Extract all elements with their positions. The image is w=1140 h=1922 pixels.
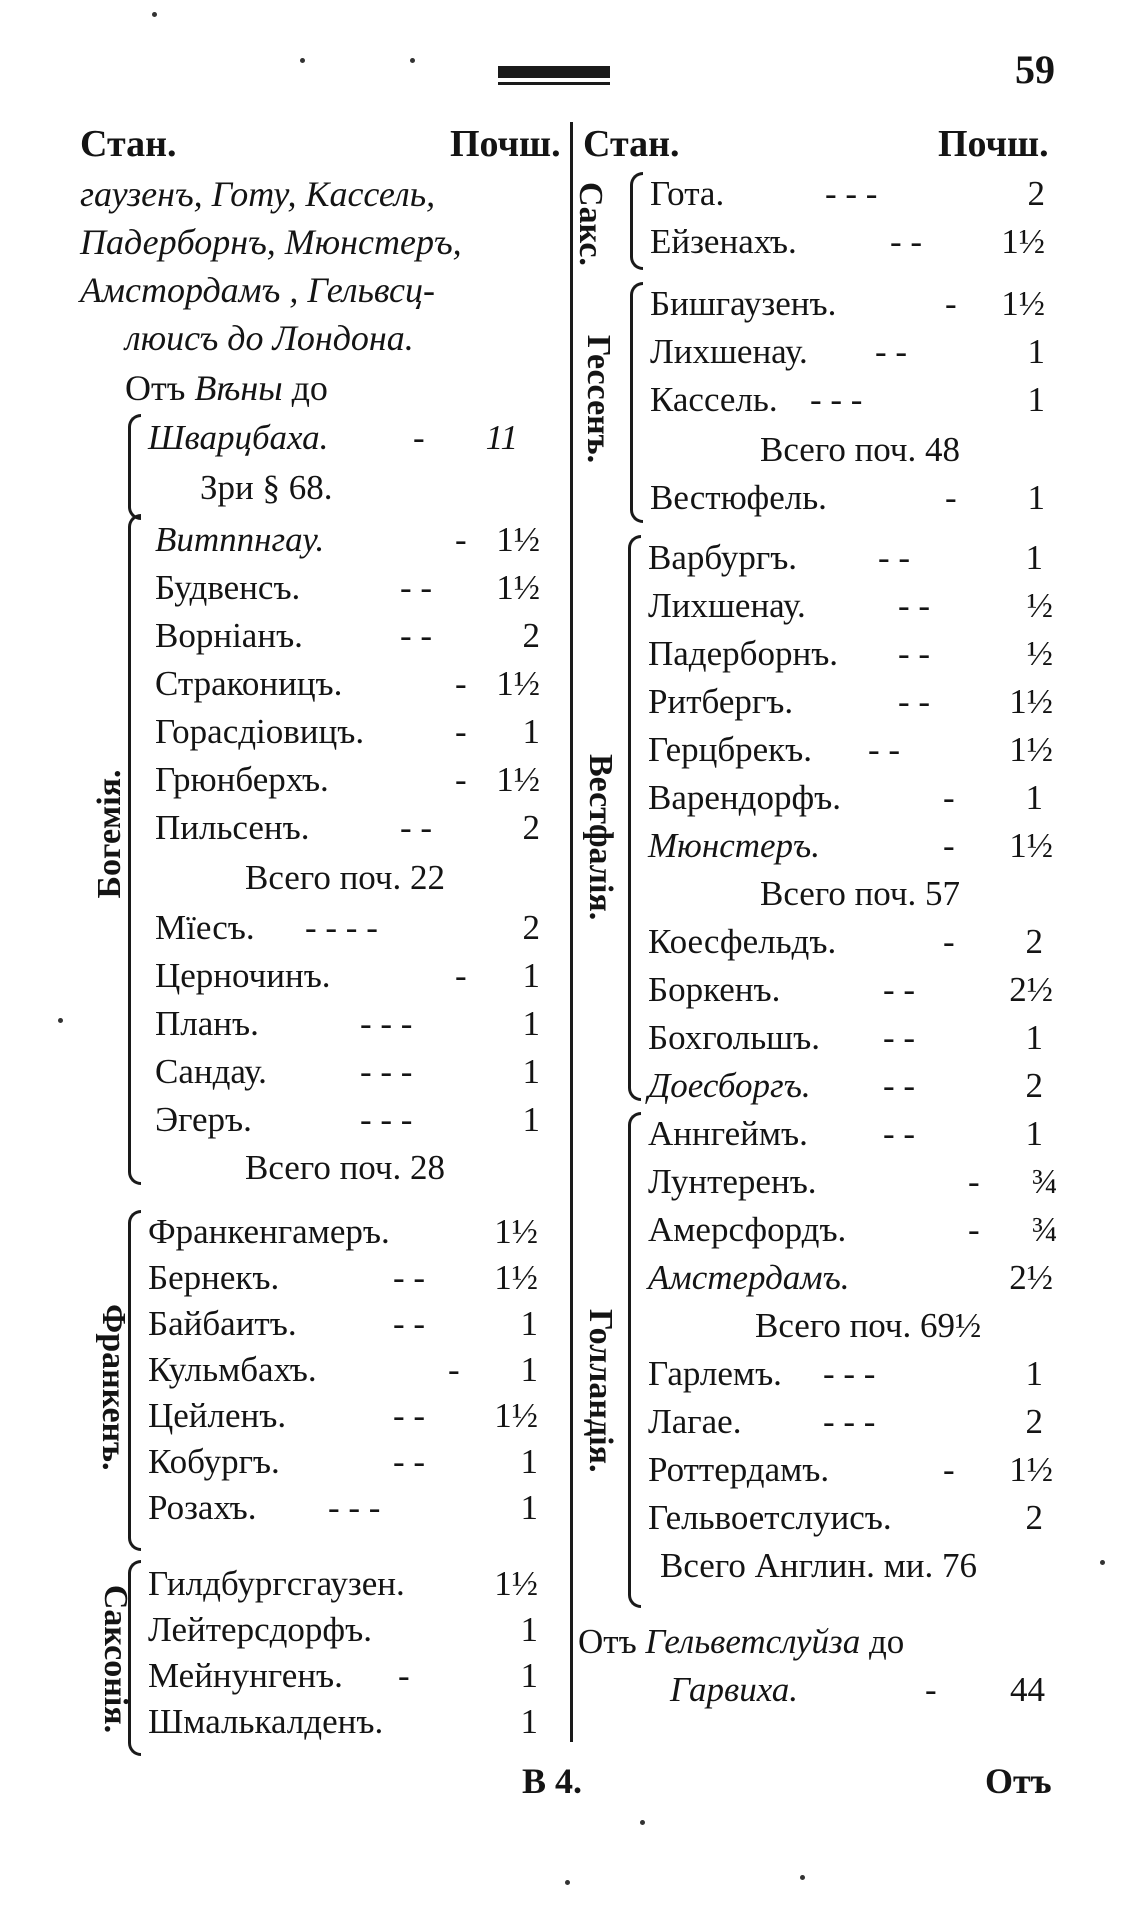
station-row — [650, 282, 1080, 326]
station-row — [648, 920, 1078, 964]
station-dots: - - — [878, 538, 911, 577]
station-dots: - - — [393, 1442, 426, 1481]
station-row — [650, 220, 1080, 264]
region-label-saxony: Саксонія. — [97, 1584, 134, 1734]
bracket-first — [128, 414, 141, 520]
station-posts: ¾ — [1031, 1210, 1058, 1249]
station-posts: 1 — [522, 1004, 540, 1043]
column-divider — [570, 122, 573, 1742]
station-name: Будвенсъ. — [155, 568, 301, 607]
scan-speck — [410, 58, 415, 63]
station-name: Доесборгъ. — [648, 1066, 811, 1105]
station-posts: 1½ — [496, 760, 540, 799]
station-name: Байбаитъ. — [148, 1304, 297, 1343]
station-row — [148, 1608, 553, 1652]
intro-line-2: Падерборнъ, Мюнстеръ, — [80, 222, 462, 262]
station-row — [155, 566, 545, 610]
station-row — [148, 1700, 553, 1744]
station-posts: 1½ — [496, 568, 540, 607]
station-row — [148, 1562, 553, 1606]
station-name: Бишгаузенъ. — [650, 284, 837, 323]
subtotal: Всего поч. 28 — [245, 1148, 446, 1187]
station-posts: 2½ — [1009, 970, 1053, 1009]
station-posts: 1½ — [1001, 284, 1045, 323]
station-posts: 1½ — [494, 1258, 538, 1297]
bracket-westphalia — [628, 535, 641, 1101]
station-row — [648, 1064, 1078, 1108]
station-dots: - — [943, 1450, 955, 1489]
station-row — [648, 968, 1078, 1012]
station-row — [648, 632, 1078, 676]
intro-from-to: до — [291, 368, 328, 408]
station-dots: - - — [393, 1396, 426, 1435]
station-dots: - — [455, 664, 467, 703]
scan-speck — [58, 1018, 63, 1023]
station-row — [155, 758, 545, 802]
station-posts: ¾ — [1031, 1162, 1058, 1201]
region-label-holland: Голландія. — [582, 1309, 619, 1473]
station-row — [648, 1256, 1078, 1300]
station-dots: - - — [883, 970, 916, 1009]
station-name: Розахъ. — [148, 1488, 257, 1527]
station-dots: - - — [400, 568, 433, 607]
cross-reference: Зри § 68. — [200, 468, 333, 507]
station-name: Роттердамъ. — [648, 1450, 830, 1489]
station-posts: 2 — [1025, 922, 1043, 961]
station-row — [155, 1002, 545, 1046]
station-name: Страконицъ. — [155, 664, 343, 703]
station-dots: - - - — [823, 1354, 876, 1393]
station-name: Кобургъ. — [148, 1442, 280, 1481]
station-name: Мюнстеръ. — [648, 826, 820, 865]
station-name: Лунтеренъ. — [648, 1162, 817, 1201]
station-posts: 2 — [1027, 174, 1045, 213]
station-row — [670, 1668, 1070, 1712]
station-name: Амерсфордъ. — [648, 1210, 847, 1249]
station-posts: 2 — [522, 808, 540, 847]
closing-to: до — [868, 1622, 905, 1661]
station-row — [155, 954, 545, 998]
station-posts: 1 — [1027, 380, 1045, 419]
station-row — [148, 1256, 548, 1300]
station-dots: - — [398, 1656, 410, 1695]
station-name: Лихшенау. — [648, 586, 806, 625]
station-row — [648, 536, 1078, 580]
station-dots: - - - — [825, 174, 878, 213]
intro-from-place: Вѣны — [194, 368, 283, 408]
station-dots: - - - - — [305, 908, 378, 947]
station-name: Пильсенъ. — [155, 808, 310, 847]
station-posts: 2 — [1025, 1498, 1043, 1537]
station-posts: 1 — [1027, 478, 1045, 517]
station-name: Шмалькалденъ. — [148, 1702, 384, 1741]
station-posts: 1½ — [494, 1564, 538, 1603]
subtotal: Всего поч. 69½ — [755, 1306, 982, 1345]
subtotal: Всего поч. 22 — [245, 858, 446, 897]
station-row — [648, 680, 1078, 724]
station-row — [155, 614, 545, 658]
left-header-station: Стан. — [80, 123, 177, 165]
station-posts: 1½ — [1009, 730, 1053, 769]
station-dots: - - - — [360, 1052, 413, 1091]
region-label-bohemia: Богемія. — [91, 769, 128, 899]
region-label-hesse: Гессенъ. — [580, 334, 617, 464]
intro-line-1: гаузенъ, Готу, Кассель, — [80, 174, 436, 214]
intro-line-4: люисъ до Лондона. — [125, 318, 414, 358]
station-posts: 1 — [1025, 1018, 1043, 1057]
station-name: Ейзенахъ. — [650, 222, 797, 261]
station-row — [148, 1654, 553, 1698]
station-posts: 11 — [485, 418, 518, 457]
station-posts: 1½ — [496, 664, 540, 703]
station-dots: - — [455, 712, 467, 751]
station-name: Шварцбаха. — [148, 418, 329, 457]
grand-total: Всего Англин. ми. 76 — [660, 1546, 977, 1585]
station-posts: 1½ — [494, 1396, 538, 1435]
station-name: Герцбрекъ. — [648, 730, 813, 769]
station-row — [648, 824, 1078, 868]
station-posts: 1 — [520, 1702, 538, 1741]
scan-speck — [565, 1880, 570, 1885]
station-name: Кульмбахъ. — [148, 1350, 317, 1389]
left-header-post: Почш. — [450, 123, 561, 165]
station-name: Гилдбургсгаузен. — [148, 1564, 405, 1603]
closing-from-place: Гельветслуйза — [645, 1622, 861, 1661]
station-posts: 2 — [522, 616, 540, 655]
station-name: Сандау. — [155, 1052, 267, 1091]
scan-speck — [800, 1875, 805, 1880]
station-name: Эгеръ. — [155, 1100, 252, 1139]
scan-speck — [1100, 1560, 1105, 1565]
station-name: Варендорфъ. — [648, 778, 841, 817]
station-dots: - - - — [328, 1488, 381, 1527]
station-dots: - — [945, 478, 957, 517]
closing-route-line — [578, 1620, 904, 1664]
station-name: Бернекъ. — [148, 1258, 280, 1297]
bracket-holland — [628, 1112, 641, 1608]
station-posts: 1 — [522, 712, 540, 751]
station-row — [648, 1496, 1078, 1540]
station-name: Вестюфель. — [650, 478, 827, 517]
station-dots: - - — [898, 634, 931, 673]
station-posts: 1½ — [1001, 222, 1045, 261]
station-row — [155, 906, 545, 950]
station-posts: 1½ — [1009, 682, 1053, 721]
station-dots: - - — [393, 1258, 426, 1297]
station-posts: 1½ — [496, 520, 540, 559]
station-posts: ½ — [1026, 586, 1053, 625]
station-dots: - — [943, 826, 955, 865]
right-header-post: Почш. — [938, 123, 1049, 165]
station-posts: 1 — [522, 1100, 540, 1139]
subtotal: Всего поч. 57 — [760, 874, 961, 913]
station-row — [648, 1160, 1078, 1204]
station-dots: - — [455, 760, 467, 799]
header-ornament-rule — [498, 66, 610, 78]
station-name: Варбургъ. — [648, 538, 798, 577]
scan-speck — [300, 58, 305, 63]
station-dots: - — [945, 284, 957, 323]
station-posts: 1 — [520, 1488, 538, 1527]
station-row — [648, 1112, 1078, 1156]
station-name: Гарвиха. — [670, 1670, 799, 1709]
station-dots: - - - — [360, 1004, 413, 1043]
station-posts: 1 — [1027, 332, 1045, 371]
station-name: Бохгольшъ. — [648, 1018, 820, 1057]
station-posts: 2½ — [1009, 1258, 1053, 1297]
scan-speck — [640, 1820, 645, 1825]
station-dots: - - — [875, 332, 908, 371]
right-header-station: Стан. — [583, 123, 680, 165]
station-name: Церночинъ. — [155, 956, 331, 995]
station-row — [148, 416, 538, 460]
closing-from-label: Отъ — [578, 1622, 637, 1661]
station-row — [155, 710, 545, 754]
station-dots: - — [943, 922, 955, 961]
station-name: Лейтерсдорфъ. — [148, 1610, 372, 1649]
station-name: Лагае. — [648, 1402, 742, 1441]
intro-from-label: Отъ — [125, 368, 186, 408]
bracket-bohemia — [128, 514, 141, 1185]
station-posts: 2 — [1025, 1066, 1043, 1105]
station-dots: - - — [898, 682, 931, 721]
station-dots: - — [968, 1162, 980, 1201]
intro-from-line — [125, 366, 328, 410]
station-name: Падерборнъ. — [648, 634, 839, 673]
station-row — [648, 1448, 1078, 1492]
station-posts: 1 — [522, 1052, 540, 1091]
station-row — [148, 1302, 548, 1346]
region-label-saxe: Сакс. — [572, 182, 609, 266]
region-label-franconia: Франкенъ. — [95, 1304, 132, 1471]
station-name: Мїесъ. — [155, 908, 255, 947]
station-name: Гота. — [650, 174, 725, 213]
station-row — [155, 518, 545, 562]
station-name: Ворніанъ. — [155, 616, 303, 655]
station-dots: - — [455, 956, 467, 995]
station-posts: 1 — [520, 1304, 538, 1343]
station-name: Гельвоетслуисъ. — [648, 1498, 892, 1537]
station-row — [155, 1050, 545, 1094]
station-posts: 2 — [1025, 1402, 1043, 1441]
station-posts: 1 — [522, 956, 540, 995]
subtotal: Всего поч. 48 — [760, 430, 961, 469]
station-dots: - - — [393, 1304, 426, 1343]
station-posts: 1½ — [494, 1212, 538, 1251]
station-name: Ритбергъ. — [648, 682, 794, 721]
station-posts: 1 — [1025, 778, 1043, 817]
station-posts: 1½ — [1009, 826, 1053, 865]
station-row — [148, 1348, 548, 1392]
station-dots: - — [448, 1350, 460, 1389]
station-name: Франкенгамеръ. — [148, 1212, 390, 1251]
station-dots: - - — [883, 1114, 916, 1153]
station-name: Мейнунгенъ. — [148, 1656, 343, 1695]
scan-speck — [152, 12, 157, 17]
station-name: Грюнберхъ. — [155, 760, 329, 799]
station-dots: - — [455, 520, 467, 559]
station-row — [155, 662, 545, 706]
region-label-westphalia: Вестфалія. — [582, 754, 619, 921]
station-posts: 1½ — [1009, 1450, 1053, 1489]
station-name: Коесфельдъ. — [648, 922, 837, 961]
station-dots: - - — [890, 222, 923, 261]
station-posts: 44 — [1010, 1670, 1045, 1709]
catchword: Отъ — [985, 1761, 1052, 1801]
station-name: Витппнгау. — [155, 520, 325, 559]
station-posts: 1 — [520, 1350, 538, 1389]
station-row — [648, 728, 1078, 772]
station-name: Горасдіовицъ. — [155, 712, 365, 751]
bracket-hesse — [630, 282, 643, 523]
station-posts: ½ — [1026, 634, 1053, 673]
station-row — [648, 584, 1078, 628]
station-posts: 1 — [1025, 1354, 1043, 1393]
station-row — [148, 1210, 548, 1254]
station-name: Гарлемъ. — [648, 1354, 782, 1393]
station-row — [155, 806, 545, 850]
station-row — [650, 476, 1080, 520]
page-number: 59 — [1015, 47, 1055, 92]
station-row — [148, 1394, 548, 1438]
bracket-saxe — [630, 172, 643, 270]
station-dots: - — [925, 1670, 937, 1709]
station-dots: - - — [883, 1066, 916, 1105]
station-dots: - — [943, 778, 955, 817]
station-name: Кассель. — [650, 380, 778, 419]
station-dots: - — [413, 418, 425, 457]
station-name: Боркенъ. — [648, 970, 781, 1009]
station-posts: 1 — [520, 1442, 538, 1481]
station-row — [148, 1486, 548, 1530]
station-posts: 2 — [522, 908, 540, 947]
station-row — [648, 1016, 1078, 1060]
station-name: Цейленъ. — [148, 1396, 287, 1435]
station-dots: - - - — [810, 380, 863, 419]
station-row — [148, 1440, 548, 1484]
station-row — [648, 1352, 1078, 1396]
station-row — [650, 330, 1080, 374]
signature-mark: В 4. — [522, 1761, 583, 1801]
station-dots: - - — [400, 616, 433, 655]
station-dots: - - — [898, 586, 931, 625]
station-dots: - - - — [823, 1402, 876, 1441]
station-posts: 1 — [1025, 1114, 1043, 1153]
station-dots: - - — [400, 808, 433, 847]
station-dots: - - - — [360, 1100, 413, 1139]
station-row — [650, 172, 1080, 216]
intro-line-3: Амстордамъ , Гельвсц- — [80, 270, 436, 310]
station-row — [648, 776, 1078, 820]
station-row — [155, 1098, 545, 1142]
station-dots: - — [968, 1210, 980, 1249]
station-name: Амстердамъ. — [648, 1258, 850, 1297]
station-name: Лихшенау. — [650, 332, 808, 371]
station-posts: 1 — [1025, 538, 1043, 577]
station-name: Планъ. — [155, 1004, 259, 1043]
station-dots: - - — [868, 730, 901, 769]
station-row — [650, 378, 1080, 422]
station-dots: - - — [883, 1018, 916, 1057]
station-row — [648, 1208, 1078, 1252]
station-name: Аннгеймъ. — [648, 1114, 808, 1153]
station-posts: 1 — [520, 1610, 538, 1649]
station-posts: 1 — [520, 1656, 538, 1695]
station-row — [648, 1400, 1078, 1444]
